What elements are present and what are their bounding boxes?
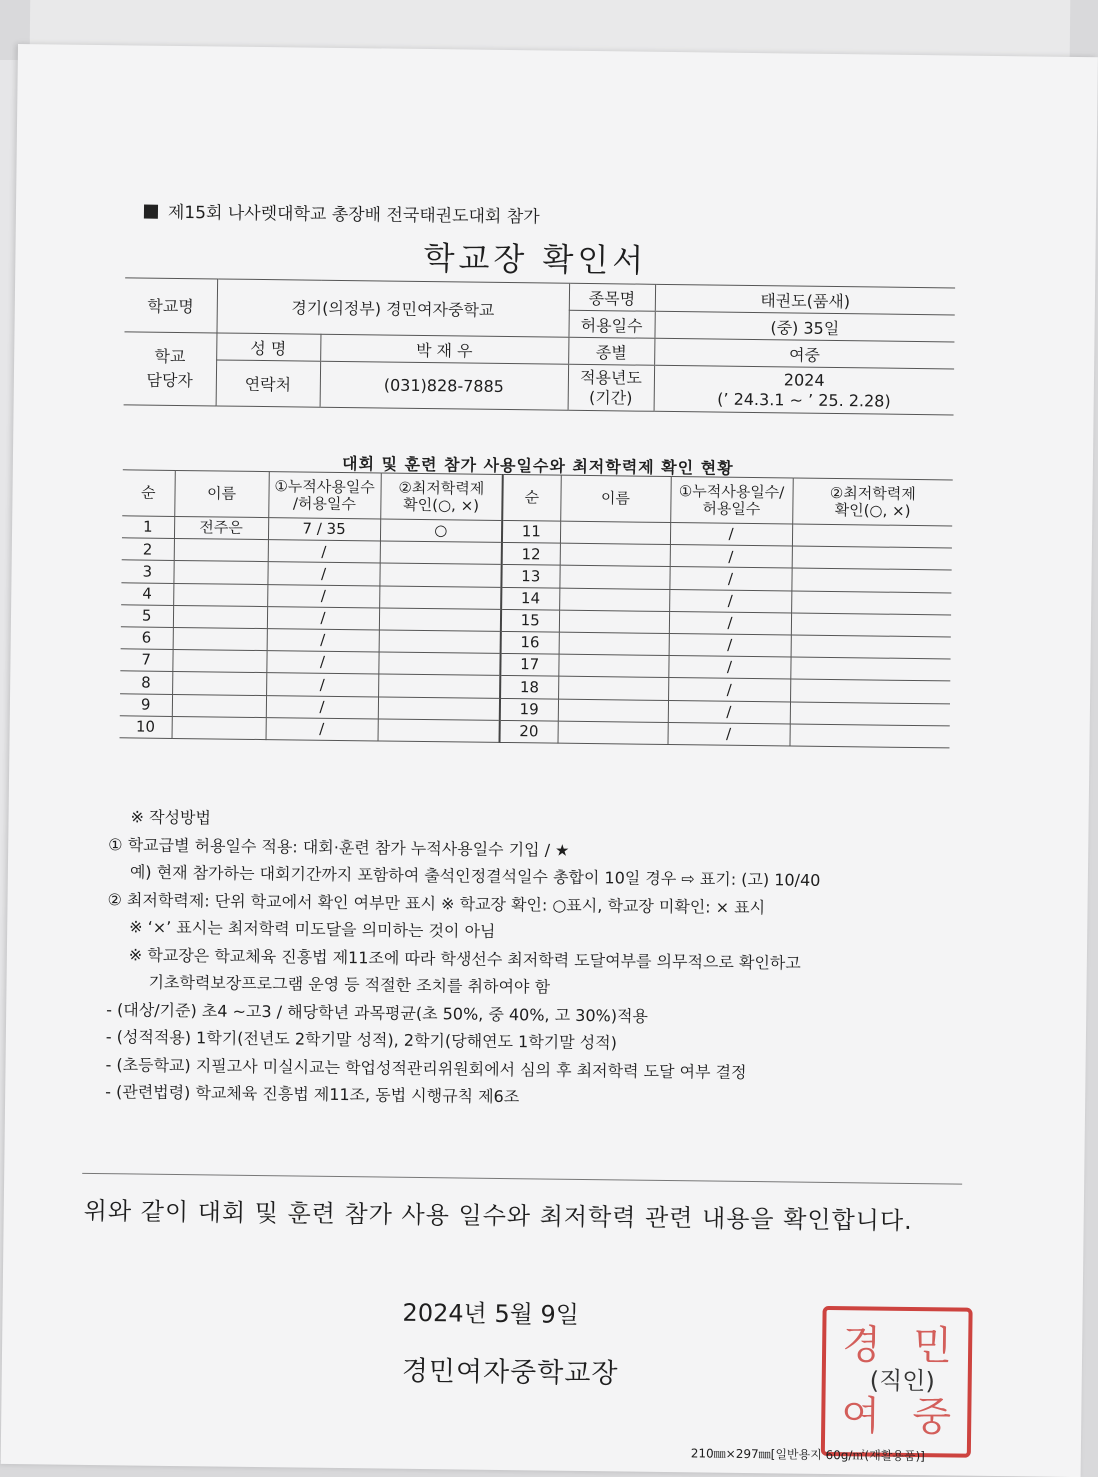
row-no-right: 11 <box>502 520 560 543</box>
row-name: 전주은 <box>174 516 268 539</box>
row-name <box>172 716 266 739</box>
header-days-right: ①누적사용일수/ 허용일수 <box>670 477 793 524</box>
row-no: 5 <box>121 605 173 628</box>
row-name <box>172 672 266 695</box>
row-check <box>379 608 501 632</box>
row-no: 3 <box>121 560 173 583</box>
header-days: ①누적사용일수 /허용일수 <box>268 472 381 519</box>
row-days: / <box>266 651 378 675</box>
row-name <box>173 561 267 584</box>
row-name-right <box>560 521 670 545</box>
row-days: / <box>267 562 379 586</box>
note-line-9: - (초등학교) 지필고사 미실시교는 학업성적관리위원회에서 심의 후 최저학력 도달 여부 결정 <box>105 1054 747 1082</box>
square-bullet-icon <box>144 205 158 219</box>
row-check-right <box>791 591 951 615</box>
row-check-right <box>789 724 949 748</box>
row-name-right <box>559 610 669 634</box>
row-no-right: 18 <box>500 676 558 699</box>
row-days-right: / <box>669 567 791 591</box>
row-days-right: / <box>669 589 791 613</box>
row-no: 1 <box>122 516 174 539</box>
row-days: / <box>268 540 380 564</box>
school-info-table <box>124 277 956 415</box>
note-line-3: ② 최저학력제: 단위 학교에서 확인 여부만 표시 ※ 학교장 확인: ○표시, 학교장 미확인: × 표시 <box>107 889 766 917</box>
row-check <box>379 630 501 654</box>
notes-heading: ※ 작성방법 <box>130 807 212 828</box>
row-days: 7 / 35 <box>268 518 380 542</box>
school-label: 학교명 <box>124 278 217 333</box>
row-no: 10 <box>120 715 172 738</box>
row-name-right <box>558 699 668 723</box>
row-name-right <box>558 654 668 678</box>
row-no-right: 16 <box>501 631 559 654</box>
year-period-cell <box>654 365 955 415</box>
row-days: / <box>267 606 379 630</box>
year-value: 2024 <box>783 369 825 390</box>
row-no-right: 20 <box>500 720 558 743</box>
row-no-right: 15 <box>501 609 559 632</box>
note-line-10: - (관련법령) 학교체육 진흥법 제11조, 동법 시행규칙 제6조 <box>105 1082 520 1107</box>
header-check-right: ②최저학력제 확인(○, ×) <box>792 478 953 526</box>
header-check: ②최저학력제 확인(○, ×) <box>380 473 503 520</box>
status-caption: 대회 및 훈련 참가 사용일수와 최저학력제 확인 현황 <box>341 453 734 478</box>
row-name <box>173 605 267 628</box>
row-check <box>378 696 500 720</box>
row-check-right <box>790 657 950 681</box>
row-no-right: 13 <box>501 565 559 588</box>
row-check-right <box>792 546 952 570</box>
row-check: ○ <box>380 519 502 543</box>
name-label: 성 명 <box>216 333 320 361</box>
row-no: 7 <box>120 649 172 672</box>
header-name-right: 이름 <box>560 475 671 522</box>
note-line-4: ※ ‘×’ 표시는 최저학력 미도달을 의미하는 것이 아님 <box>129 917 496 941</box>
row-name <box>173 627 267 650</box>
row-name-right <box>560 543 670 567</box>
confirmation-statement: 위와 같이 대회 및 훈련 참가 사용 일수와 최저학력 관련 내용을 확인합니다. <box>83 1196 913 1236</box>
row-days-right: / <box>670 545 792 569</box>
event-label: 종목명 <box>569 283 655 311</box>
row-name-right <box>559 566 669 590</box>
allowed-days-value: (중) 35일 <box>654 311 954 342</box>
name-value: 박 재 우 <box>320 334 568 364</box>
allowed-days-label: 허용일수 <box>568 310 654 338</box>
participation-table <box>120 469 953 748</box>
row-check-right <box>792 524 952 548</box>
writing-instructions <box>105 803 989 1116</box>
document-title: 학교장 확인서 <box>423 238 648 280</box>
division-value: 여중 <box>654 338 954 369</box>
contact-label: 연락처 <box>216 360 321 407</box>
note-line-1: ① 학교급별 허용일수 적용: 대회·훈련 참가 누적사용일수 기입 / ★ <box>108 834 570 860</box>
row-check <box>379 563 501 587</box>
row-check <box>378 652 500 676</box>
note-line-8: - (성적적용) 1학기(전년도 2학기말 성적), 2학기(당해연도 1학기말 성적) <box>105 1027 618 1053</box>
row-name-right <box>558 721 668 745</box>
note-line-2: 예) 현재 참가하는 대회기간까지 포함하여 출석인정결석일수 총합이 10일 경우 ⇨ 표기: (고) 10/40 <box>129 862 821 890</box>
seal-char: 여 <box>841 1393 881 1440</box>
row-no: 4 <box>121 582 173 605</box>
row-check-right <box>791 635 951 659</box>
seal-char: 경 <box>842 1322 882 1369</box>
issue-date: 2024년 5월 9일 <box>402 1298 580 1329</box>
row-no-right: 14 <box>501 587 559 610</box>
seal-char: 민 <box>913 1323 953 1370</box>
row-days: / <box>267 629 379 653</box>
contact-value: (031)828-7885 <box>320 361 569 410</box>
note-line-6: 기초학력보장프로그램 운영 등 적절한 조치를 취하여야 함 <box>148 972 551 997</box>
manager-label: 학교 담당자 <box>124 332 217 406</box>
row-no-right: 19 <box>500 698 558 721</box>
year-cell <box>568 364 655 411</box>
row-no: 8 <box>120 671 172 694</box>
period-value: (’ 24.3.1 ~ ’ 25. 2.28) <box>717 389 891 411</box>
row-no: 2 <box>122 538 174 561</box>
note-line-5: ※ 학교장은 학교체육 진흥법 제11조에 따라 학생선수 최저학력 도달여부를 의무적으로 확인하고 <box>128 944 801 973</box>
row-days: / <box>267 584 379 608</box>
row-check-right <box>791 568 951 592</box>
principal-title: 경민여자중학교장 <box>401 1355 619 1390</box>
period-label: (기간) <box>588 387 633 408</box>
row-name <box>172 694 266 717</box>
year-label: 적용년도 <box>579 367 642 388</box>
event-line: 제15회 나사렛대학교 총장배 전국태권도대회 참가 <box>144 198 540 228</box>
row-name <box>172 650 266 673</box>
row-check-right <box>790 701 950 725</box>
note-line-7: - (대상/기준) 초4 ~고3 / 해당학년 과목평균(초 50%, 중 40%, 고 30%)적용 <box>106 999 649 1026</box>
row-days: / <box>266 717 378 741</box>
row-check <box>378 719 500 743</box>
row-no-right: 12 <box>502 543 560 566</box>
row-days-right: / <box>668 678 790 702</box>
event-value: 태권도(품새) <box>655 284 955 315</box>
row-name-right <box>558 676 668 700</box>
row-check-right <box>791 613 951 637</box>
row-days-right: / <box>669 611 791 635</box>
row-no-right: 17 <box>500 654 558 677</box>
row-days: / <box>266 673 378 697</box>
row-check <box>380 541 502 565</box>
row-name-right <box>559 588 669 612</box>
row-days-right: / <box>670 523 792 547</box>
row-name-right <box>559 632 669 656</box>
row-name <box>174 539 268 562</box>
row-name <box>173 583 267 606</box>
row-check-right <box>790 679 950 703</box>
paper-spec: 210㎜×297㎜[일반용지 60g/㎡(재활용품)] <box>690 1446 925 1464</box>
school-value: 경기(의정부) 경민여자중학교 <box>216 279 569 337</box>
divider <box>82 1173 962 1185</box>
division-label: 종별 <box>568 337 654 365</box>
seal-char: 중 <box>912 1394 952 1441</box>
row-no: 6 <box>121 627 173 650</box>
row-days-right: / <box>668 700 790 724</box>
header-no: 순 <box>122 470 175 517</box>
row-days-right: / <box>668 656 790 680</box>
row-check <box>378 674 500 698</box>
row-days: / <box>266 695 378 719</box>
participation-rows <box>120 516 953 748</box>
row-no: 9 <box>120 693 172 716</box>
row-check <box>379 586 501 610</box>
seal-label: (직인) <box>869 1366 936 1396</box>
document-page <box>1 44 1098 1477</box>
header-name: 이름 <box>174 470 269 517</box>
header-no-right: 순 <box>502 474 561 521</box>
row-days-right: / <box>667 722 789 746</box>
row-days-right: / <box>669 633 791 657</box>
